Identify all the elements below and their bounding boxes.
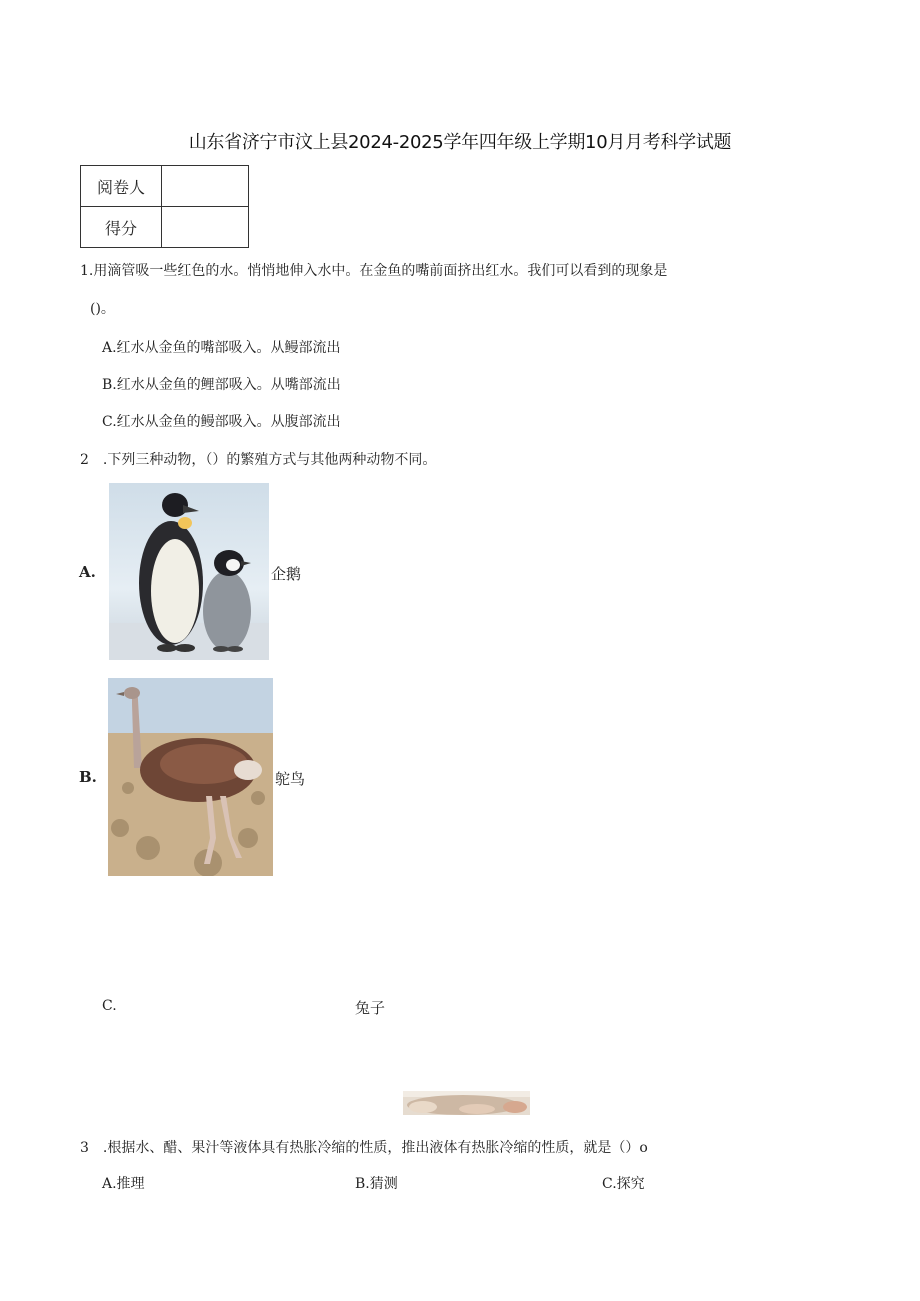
question-2-option-a-letter[interactable]: A. — [79, 563, 96, 581]
question-2-option-a-name: 企鹅 — [271, 565, 302, 583]
question-2-stem: 2 .下列三种动物，（）的繁殖方式与其他两种动物不同。 — [80, 452, 437, 468]
question-1-option-c[interactable]: C.红水从金鱼的鳗部吸入。从腹部流出 — [102, 414, 341, 430]
question-2-option-c-name: 兔子 — [355, 999, 386, 1017]
rabbit-image — [403, 1091, 530, 1115]
question-1-stem-cont: ()。 — [90, 301, 115, 317]
reviewer-label: 阅卷人 — [81, 166, 162, 207]
question-1-option-b[interactable]: B.红水从金鱼的鲤部吸入。从嘴部流出 — [102, 377, 341, 393]
ostrich-image — [108, 678, 273, 876]
question-2-option-c-letter[interactable]: C. — [102, 998, 117, 1014]
question-2-option-b-name: 鸵鸟 — [275, 770, 306, 788]
reviewer-field[interactable] — [162, 166, 249, 207]
score-label: 得分 — [81, 207, 162, 248]
question-3-option-c[interactable]: C.探究 — [602, 1176, 645, 1192]
question-3-option-a[interactable]: A.推理 — [102, 1176, 145, 1192]
question-1-stem: 1.用滴管吸一些红色的水。悄悄地伸入水中。在金鱼的嘴前面挤出红水。我们可以看到的现象是 — [80, 263, 668, 279]
penguin-image — [109, 483, 269, 660]
question-3-stem: 3 .根据水、醋、果汁等液体具有热胀冷缩的性质，推出液体有热胀冷缩的性质，就是（）o — [80, 1140, 648, 1156]
score-field[interactable] — [162, 207, 249, 248]
question-1-option-a[interactable]: A.红水从金鱼的嘴部吸入。从鳗部流出 — [102, 340, 341, 356]
score-table — [80, 165, 249, 248]
page-title: 山东省济宁市汶上县2024-2025学年四年级上学期10月月考科学试题 — [188, 132, 732, 153]
question-3-option-b[interactable]: B.猜测 — [355, 1176, 398, 1192]
question-2-option-b-letter[interactable]: B. — [79, 768, 97, 786]
